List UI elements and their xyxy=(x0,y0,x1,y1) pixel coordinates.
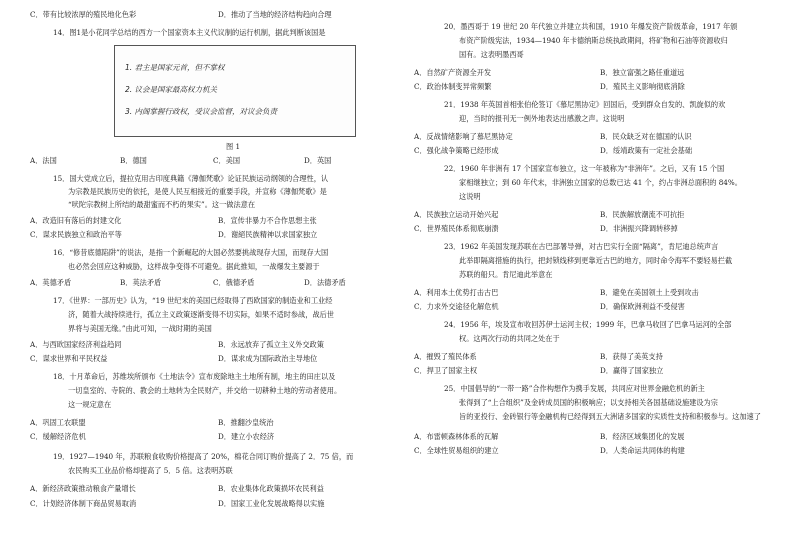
q15-option-b: B．宣传非暴力不合作思想主张 xyxy=(218,216,317,225)
q17-option-c: C．谋求世界和平民权益 xyxy=(30,354,108,363)
q24-line-1: 24．1956 年，埃及宣布收回苏伊士运河主权；1999 年，巴拿马收回了巴拿马运河的全部 xyxy=(444,320,732,329)
q14-option-d: D．英国 xyxy=(304,156,332,165)
q23-option-a: A．利用本土优势打击古巴 xyxy=(414,288,499,297)
q18-option-b: B．推翻沙皇统治 xyxy=(218,418,274,427)
q20-option-b: B．独立富强之路任重道远 xyxy=(600,68,685,77)
left-column xyxy=(8,0,390,560)
q23-option-d: D．确保欧洲利益不受侵害 xyxy=(600,302,685,311)
q21-line-2: 迎，当时的报刊无一例外地表达出感激之声。这说明 xyxy=(459,114,625,123)
q23-option-c: C．力求外交途径化解危机 xyxy=(414,302,499,311)
q17-option-d: D．谋求成为国际政治主导地位 xyxy=(218,354,318,363)
q22-option-b: B．民族解放潮流不可抗拒 xyxy=(600,210,685,219)
q24-option-c: C．捍卫了国家主权 xyxy=(414,366,478,375)
q14-stem: 14．图1是小花同学总结的西方一个国家资本主义代议制的运行机制，据此判断该国是 xyxy=(53,28,326,37)
q18-option-a: A．巩固工农联盟 xyxy=(30,418,86,427)
q14-option-c: C．美国 xyxy=(213,156,241,165)
q18-line-2: 一切皇室的、寺院的、教会的土地转为全民财产，并交给一切耕种土地的劳动者使用。 xyxy=(68,386,342,395)
q15-line-2: 为宗教是民族历史的依托，是使人民互相接近的重要手段，并宣称《薄伽梵歌》是 xyxy=(68,187,327,196)
q18-option-d: D．建立小农经济 xyxy=(218,432,275,441)
q13-option-d: D．推动了当地的经济结构趋向合理 xyxy=(218,10,332,19)
q24-option-d: D．赢得了国家独立 xyxy=(600,366,664,375)
q17-option-b: B．永远放弃了孤立主义外交政策 xyxy=(218,340,324,349)
q14-option-a: A．法国 xyxy=(30,156,57,165)
q23-option-b: B．避免在美国领土上受到攻击 xyxy=(600,288,699,297)
q19-option-d: D．国家工业化发展战略得以实施 xyxy=(218,499,325,508)
q15-option-a: A．改造旧有落后的封建文化 xyxy=(30,216,122,225)
q25-line-2: 张得到了“上合组织”及金砖成员国的积极响应；以支持相关各国基础设施建设为宗 xyxy=(459,398,718,407)
right-column xyxy=(404,0,786,560)
q17-line-3: 界将与美国无缘。”由此可知，一战时期的美国 xyxy=(68,324,212,333)
q22-line-2: 家相继独立；到 60 年代末，非洲独立国家的总数已达 41 个，约占非洲总面积的 84%。 xyxy=(459,178,742,187)
figure-line-2: 2. 议会是国家最高权力机关 xyxy=(125,85,218,94)
q16-option-a: A．英德矛盾 xyxy=(30,278,72,287)
q23-line-3: 苏联的船只。肯尼迪此举意在 xyxy=(459,270,553,279)
q16-option-d: D．法德矛盾 xyxy=(304,278,346,287)
q14-option-b: B．德国 xyxy=(120,156,147,165)
q25-line-1: 25．中国倡导的“一带一路”合作构想作为携手发展，共同应对世界金融危机的新主 xyxy=(444,384,705,393)
q21-option-a: A．反战情绪影响了慕尼黑协定 xyxy=(414,132,513,141)
q23-line-2: 此举即隔离措施的执行，把封锁线移到更靠近古巴的地方，同时命令海军不要轻易拦截 xyxy=(459,256,733,265)
q19-line-2: 农民购买工业品价格却提高了 5．5 倍。这表明苏联 xyxy=(68,466,233,475)
q18-line-3: 这一规定意在 xyxy=(68,400,112,409)
q21-option-c: C．强化战争策略已经形成 xyxy=(414,146,499,155)
q18-option-c: C．缓解经济危机 xyxy=(30,432,86,441)
q25-option-a: A．布雷顿森林体系的瓦解 xyxy=(414,432,499,441)
q16-option-c: C．俄德矛盾 xyxy=(213,278,255,287)
q24-option-a: A．摧毁了殖民体系 xyxy=(414,352,477,361)
q22-option-c: C．世界殖民体系彻底崩溃 xyxy=(414,224,499,233)
q25-option-d: D．人类命运共同体的构建 xyxy=(600,446,685,455)
q21-option-b: B．民众缺乏对在德国的认识 xyxy=(600,132,692,141)
q20-line-3: 国有。这表明墨西哥 xyxy=(459,50,524,59)
q22-option-d: D．非洲振兴降调转移掉 xyxy=(600,224,678,233)
q17-line-1: 17．《世界：一部历史》认为，“19 世纪末的美国已经取得了西欧国家的制造业和工业经 xyxy=(53,296,333,305)
q18-line-1: 18．十月革命后，苏维埃所颁布《土地法令》宣布废除地主土地所有制，地主的田庄以及 xyxy=(53,372,336,381)
q24-option-b: B．获得了美英支持 xyxy=(600,352,663,361)
q19-option-a: A．新经济政策推动粮食产量增长 xyxy=(30,484,136,493)
q22-line-3: 这说明 xyxy=(459,192,481,201)
q16-line-1: 16．“修昔底德陷阱”的说法，是指一个新崛起的大国必然要挑战现存大国，而现存大国 xyxy=(53,248,329,257)
q19-line-1: 19．1927—1940 年，苏联粮食收购价格提高了 20%，棉花合同订购价提高了 2．75 倍，而 xyxy=(53,452,354,461)
q16-line-2: 也必然会回应这种威胁，这样战争变得不可避免。据此推知，一战爆发主要源于 xyxy=(68,262,320,271)
q22-line-1: 22．1960 年非洲有 17 个国家宣布独立，这一年被称为“非洲年”。之后，又有 15 个国 xyxy=(444,164,725,173)
q17-line-2: 济，随着大战持续进行，孤立主义政策逐渐变得不切实际，如果不适时参战，战后世 xyxy=(68,310,334,319)
q20-option-d: D．殖民主义影响彻底消除 xyxy=(600,82,685,91)
q15-line-1: 15．国大党成立后，提拉克用古印度典籍《薄伽梵歌》论证民族运动纲领的合理性，认 xyxy=(53,174,329,183)
q14-figure xyxy=(114,45,356,137)
q24-line-2: 权。这两次行动的共同之处在于 xyxy=(459,334,560,343)
figure-line-3: 3. 内阁掌握行政权，受议会监督，对议会负责 xyxy=(125,107,278,116)
q20-option-a: A．自然矿产资源全开发 xyxy=(414,68,492,77)
figure-caption: 图 1 xyxy=(226,142,241,151)
figure-line-1: 1. 君主是国家元首，但不掌权 xyxy=(125,63,225,72)
q25-option-b: B．经济区域集团化的发展 xyxy=(600,432,685,441)
q16-option-b: B．英法矛盾 xyxy=(120,278,162,287)
q15-line-3: “吠陀宗教树上所结的最甜蜜而不朽的果实”。这一做法意在 xyxy=(68,200,256,209)
q20-option-c: C．政治体制变异常频繁 xyxy=(414,82,492,91)
q21-line-1: 21．1938 年英国首相张伯伦签订《慕尼黑协定》回国后，受到群众自发的、凯旋似的欢 xyxy=(444,100,726,109)
q22-option-a: A．民族独立运动开始兴起 xyxy=(414,210,499,219)
q19-option-c: C．计划经济体制下商品贸易取消 xyxy=(30,499,137,508)
q15-option-c: C．谋求民族独立和政治平等 xyxy=(30,230,122,239)
q17-option-a: A．与西欧国家经济利益趋同 xyxy=(30,340,122,349)
q25-line-3: 旨的亚投行、金砖银行等金融机构已经得到五大洲诸多国家的实质性支持和积极参与。这加速了 xyxy=(459,412,761,421)
q23-line-1: 23．1962 年美国发现苏联在古巴部署导弹，对古巴实行全面“隔离”，肯尼迪总统声言 xyxy=(444,242,719,251)
q13-option-c: C．带有比较浓厚的殖民地化色彩 xyxy=(30,10,137,19)
q20-line-1: 20．墨西哥于 19 世纪 20 年代独立并建立共和国，1910 年爆发资产阶级革命，1917 年颁 xyxy=(444,22,738,31)
q25-option-c: C．全球性贸易组织的建立 xyxy=(414,446,499,455)
q21-option-d: D．绥靖政策有一定社会基础 xyxy=(600,146,693,155)
q20-line-2: 布资产阶级宪法，1934—1940 年卡德纳斯总统执政期间，将矿物和石油等资源收归 xyxy=(459,36,728,45)
q19-option-b: B．农业集体化政策损坏农民利益 xyxy=(218,484,324,493)
q15-option-d: D．谢絕民族精神以求国家独立 xyxy=(218,230,318,239)
